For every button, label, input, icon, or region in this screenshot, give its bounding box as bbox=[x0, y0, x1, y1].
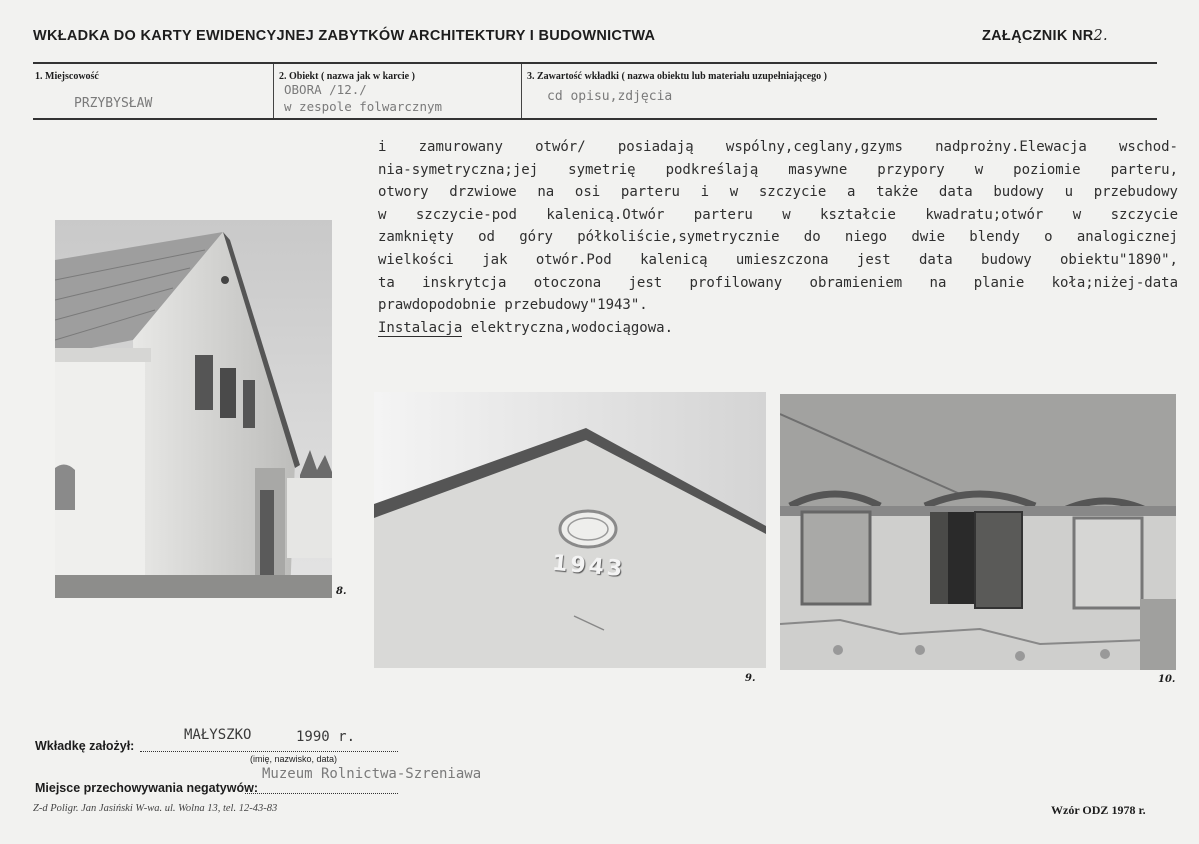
photo-number-10: 10. bbox=[1158, 674, 1176, 685]
founder-value: MAŁYSZKO bbox=[184, 727, 252, 743]
description-line: ta inskrytcja otoczona jest profilowany obramieniem na planie koła;niżej-data bbox=[378, 274, 1178, 291]
field-divider-1 bbox=[273, 64, 274, 119]
contents-value: cd opisu,zdjęcia bbox=[547, 89, 673, 104]
object-label: 2. Obiekt ( nazwa jak w karcie ) bbox=[279, 71, 415, 82]
locality-label: 1. Miejscowość bbox=[35, 71, 99, 82]
founder-line bbox=[140, 750, 398, 752]
installation-line bbox=[378, 317, 1178, 340]
attachment-number-value: 2. bbox=[1093, 28, 1108, 44]
form-title: WKŁADKA DO KARTY EWIDENCYJNEJ ZABYTKÓW ARCHITEKTURY I BUDOWNICTWA bbox=[33, 28, 656, 44]
description-line: wielkości jak otwór.Pod kalenicą umieszczona jest data budowy obiektu"1890", bbox=[378, 251, 1178, 268]
photo-barn-gable bbox=[55, 220, 332, 598]
object-value-line1: OBORA /12./ bbox=[284, 82, 367, 97]
photo-windows-image bbox=[780, 394, 1176, 670]
fields-bottom-rule bbox=[33, 118, 1157, 120]
founder-label: Wkładkę założył: bbox=[35, 739, 135, 753]
field-divider-2 bbox=[521, 64, 522, 119]
storage-label: Miejsce przechowywania negatywów: bbox=[35, 781, 258, 795]
inscription-1943: 1943 bbox=[551, 550, 627, 583]
object-value-line2: w zespole folwarcznym bbox=[284, 99, 443, 114]
description-line: nia-symetryczna;jej symetrię podkreślają masywne przypory w poziomie parteru, bbox=[378, 161, 1178, 178]
attachment-label: ZAŁĄCZNIK NR bbox=[982, 28, 1094, 44]
description-line: w szczycie-pod kalenicą.Otwór parteru w kształcie kwadratu;otwór w szczycie bbox=[378, 206, 1178, 223]
photo-windows bbox=[780, 394, 1176, 670]
photo-barn-gable-image bbox=[55, 220, 332, 598]
photo-number-8: 8. bbox=[336, 586, 347, 597]
contents-label: 3. Zawartość wkładki ( nazwa obiektu lub materiału uzupełniającego ) bbox=[527, 71, 828, 82]
photo-number-9: 9. bbox=[745, 673, 756, 684]
founder-year: 1990 r. bbox=[296, 729, 356, 745]
locality-value: PRZYBYSŁAW bbox=[74, 96, 153, 111]
description-line: prawdopodobnie przebudowy"1943". bbox=[378, 297, 648, 314]
description-line: zamknięty od góry półkoliście,symetrycznie do niego dwie blendy o analogicznej bbox=[378, 229, 1178, 246]
description-line: otwory drzwiowe na osi parteru i w szczycie a także data budowy u przebudowy bbox=[378, 184, 1178, 201]
form-pattern: Wzór ODZ 1978 r. bbox=[1051, 803, 1146, 817]
description-text bbox=[378, 136, 1178, 339]
installation-rest: elektryczna,wodociągowa. bbox=[462, 319, 674, 336]
photo-gable-inscription-image bbox=[374, 392, 766, 668]
top-rule bbox=[33, 62, 1157, 64]
attachment-number bbox=[982, 28, 1108, 44]
storage-line bbox=[245, 792, 398, 794]
photo-gable-inscription bbox=[374, 392, 766, 668]
founder-hint: (imię, nazwisko, data) bbox=[250, 754, 338, 764]
installation-underlined: Instalacja bbox=[378, 319, 463, 336]
description-line: i zamurowany otwór/ posiadają wspólny,ceglany,gzyms nadprożny.Elewacja wschod- bbox=[378, 139, 1178, 155]
storage-value: Muzeum Rolnictwa-Szreniawa bbox=[262, 766, 482, 782]
printer-imprint: Z-d Poligr. Jan Jasiński W-wa. ul. Wolna 13, tel. 12-43-83 bbox=[33, 803, 278, 814]
